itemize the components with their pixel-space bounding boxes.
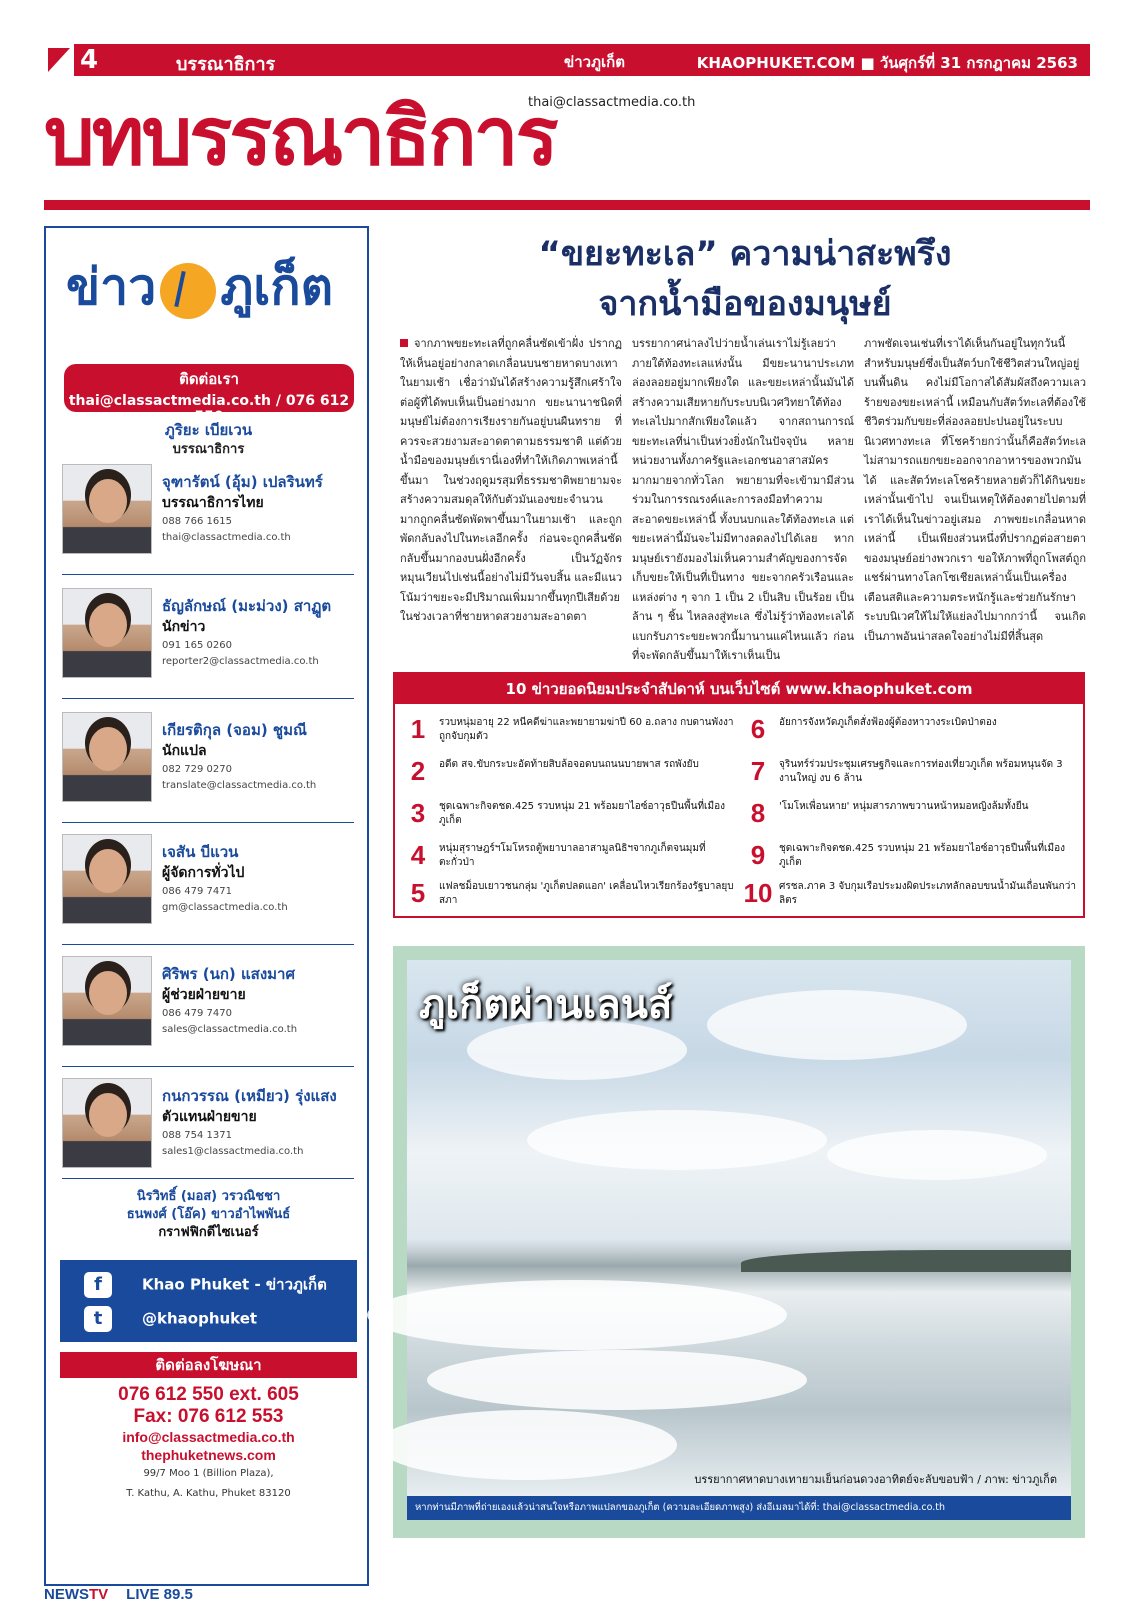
graphic-role: กราฟฟิกดีไซเนอร์ <box>158 1225 259 1240</box>
staff-photo <box>62 712 152 802</box>
top-bar <box>44 44 1090 76</box>
news-text: ชุดเฉพาะกิจตชด.425 รวบหนุ่ม 21 พร้อมยาไอซ์อาวุธปืนพื้นที่เมืองภูเก็ต <box>439 801 725 826</box>
editor-role: บรรณาธิการ <box>172 442 245 457</box>
news-number: 9 <box>750 840 766 870</box>
photo-section-title: ภูเก็ตผ่านเลนส์ <box>419 982 673 1028</box>
news-number: 4 <box>410 840 426 870</box>
beach-photo <box>407 960 1071 1496</box>
news-number: 10 <box>743 878 773 908</box>
sun-palm-icon <box>160 263 216 319</box>
staff-phone: 082 729 0270 <box>162 764 232 775</box>
contact-line: thai@classactmedia.co.th / 076 612 550 <box>68 393 350 425</box>
staff-divider <box>62 1066 354 1067</box>
article-column-2 <box>632 334 854 662</box>
staff-name: ธัญลักษณ์ (มะม่วง) สาฏูต <box>162 597 332 615</box>
ad-phone: 076 612 550 ext. 605 <box>118 1384 299 1405</box>
news-number: 7 <box>750 756 766 786</box>
foam-shape <box>427 1350 807 1410</box>
staff-card <box>62 588 357 698</box>
news-text: จุรินทร์ร่วมประชุมเศรษฐกิจและการท่องเที่ยวภูเก็ต พร้อมหนุนจัด 3 งานใหญ่ งบ 6 ล้าน <box>779 759 1063 784</box>
news-number: 8 <box>750 798 766 828</box>
section-name: บรรณาธิการ <box>176 54 276 75</box>
news-item[interactable] <box>741 838 1081 878</box>
news-text: รวบหนุ่มอายุ 22 หนีคดีฆ่าและพยายามฆ่าปี 60 อ.ถลาง กบดานพังงาถูกจับกุมตัว <box>439 717 734 742</box>
news-text: อัยการจังหวัดภูเก็ตสั่งฟ้องผู้ต้องหาวางระเบิดป่าตอง <box>779 717 997 728</box>
headland-shape <box>741 1250 1071 1272</box>
ad-email[interactable]: info@classactmedia.co.th <box>122 1429 295 1445</box>
staff-email: thai@classactmedia.co.th <box>162 532 291 543</box>
staff-divider <box>62 574 354 575</box>
staff-role: นักข่าว <box>162 619 206 635</box>
masthead-email: thai@classactmedia.co.th <box>528 95 696 110</box>
staff-name: กนกวรรณ (เหมียว) รุ่งแสง <box>162 1087 337 1105</box>
news-item[interactable] <box>401 796 741 836</box>
news-item[interactable] <box>401 876 741 916</box>
staff-divider <box>62 944 354 945</box>
staff-photo <box>62 834 152 924</box>
staff-sidebar <box>44 226 369 1586</box>
facebook-icon: f <box>84 1272 112 1298</box>
cloud-shape <box>527 1110 827 1170</box>
foam-shape <box>377 1410 677 1480</box>
staff-role: บรรณาธิการไทย <box>162 495 264 511</box>
article-column-1 <box>400 334 622 646</box>
staff-role: นักแปล <box>162 743 207 759</box>
staff-phone: 091 165 0260 <box>162 640 232 651</box>
ad-site[interactable]: thephuketnews.com <box>141 1447 276 1463</box>
facebook-label: Khao Phuket - ข่าวภูเก็ต <box>142 1275 327 1294</box>
cloud-shape <box>827 1130 1047 1180</box>
address-line-2: T. Kathu, A. Kathu, Phuket 83120 <box>126 1488 291 1499</box>
staff-divider <box>62 822 354 823</box>
staff-email: reporter2@classactmedia.co.th <box>162 656 319 667</box>
staff-phone: 086 479 7471 <box>162 886 232 897</box>
article-text-1: จากภาพขยะทะเลที่ถูกคลื่นซัดเข้าฝั่ง ปรากฏให้เห็นอยู่อย่างกลาดเกลื่อนบนชายหาดบางเทาในยามเช้า เชื่อว่ามันได้สร้างความรู้สึกเศร้าใจต่อผู้ที่ได้พบเห็นเป็นอย่างมาก ขยะนานาชนิดที่มนุษย์ไม่ต้องการเรียงรายกันอยู่บนผืนทราย ที่ควรจะสวยงามสะอาดตาตามธรรมชาติ แต่ด้วยน้ำมือของมนุษย์เรานี่เองที่ทำให้เกิดภาพเหล่านี้ขึ้นมา ในช่วงฤดูมรสุมที่ธรรมชาติพยายามจะสร้างความสมดุลให้กับตัวมันเองขยะจำนวนมากถูกคลื่นซัดพัดพาขึ้นมาในยามเช้า และถูกพัดกลับลงไปในทะเลอีกครั้ง ก่อนจะถูกคลื่นซัดกลับขึ้นมากองบนฝั่งอีกครั้ง เป็นวัฏจักรหมุนเวียนไปเช่นนี้อย่างไม่มีวันจบสิ้น และมีแนวโน้มว่าขยะจะมีปริมาณเพิ่มมากขึ้นทุกปีเสียด้วย ในช่วงเวลาที่ชายหาดสวยงามสะอาดตา <box>400 337 622 623</box>
article-column-3 <box>864 334 1086 646</box>
staff-name: จุฑารัตน์ (อุ้ม) เปลรินทร์ <box>162 473 323 491</box>
news-text: ศรชล.ภาค 3 จับกุมเรือประมงผิดประเภทลักลอบขนน้ำมันเถื่อนพันกว่าลิตร <box>779 881 1076 906</box>
news-text: ชุดเฉพาะกิจตชด.425 รวบหนุ่ม 21 พร้อมยาไอซ์อาวุธปืนพื้นที่เมืองภูเก็ต <box>779 843 1065 868</box>
news-item[interactable] <box>741 754 1081 794</box>
staff-email: gm@classactmedia.co.th <box>162 902 288 913</box>
corner-mark <box>44 44 74 76</box>
tv-logo: TV <box>89 1586 109 1603</box>
article-headline: “ขยะทะเล” ความน่าสะพรึง <box>538 234 952 274</box>
graphic-name-1: นิรวิทธิ์ (มอส) วรวณิชชา <box>136 1189 281 1204</box>
masthead-rule <box>44 200 1090 210</box>
footer-logos <box>44 1586 193 1612</box>
photo-feature <box>393 946 1085 1538</box>
news-text: หนุ่มสุราษฎร์ฯโมโหรถตู้พยาบาลอาสามูลนิธิฯจากภูเก็ตจนมุมที่ตะกั่วป่า <box>439 843 706 868</box>
news-text: อดีต สจ.ขับกระบะอัดท้ายสิบล้อจอดบนถนนบายพาส รถพังยับ <box>439 759 699 770</box>
news-item[interactable] <box>741 876 1081 916</box>
radio-logo: LIVE 89.5 <box>126 1586 193 1603</box>
article-subheadline: จากน้ำมือของมนุษย์ <box>598 284 892 324</box>
staff-card <box>62 956 357 1066</box>
article-text-3: ภาพชัดเจนเช่นที่เราได้เห็นกันอยู่ในทุกวันนี้ สำหรับมนุษย์ซึ่งเป็นสัตว์บกใช้ชีวิตส่วนใหญ่อยู่บนพื้นดิน คงไม่มีโอกาสได้สัมผัสถึงความเลวร้ายของขยะเหล่านี้ เหมือนกับสัตว์ทะเลที่ต้องใช้ชีวิตร่วมกับขยะที่ล่องลอยปะปนอยู่ในระบบนิเวศทางทะเล ที่โชคร้ายกว่านั้นก็คือสัตว์ทะเลไม่สามารถแยกขยะออกจากอาหารของพวกมันได้ และสัตว์ทะเลโชคร้ายหลายตัวก็ได้กินขยะเหล่านั้นเข้าไป จนเป็นเหตุให้ต้องตายไปตามที่เราได้เห็นในข่าวอยู่เสมอ ภาพขยะเกลื่อนหาดเหล่านี้ เป็นเพียงส่วนหนึ่งที่ปรากฏต่อสายตาของมนุษย์อย่างพวกเรา ขอให้ภาพที่ถูกโพสต์ถูกแชร์ผ่านทางโลกโซเชียลเหล่านั้นเป็นเครื่องเตือนสติและความตระหนักรู้และช่วยกันรักษาระบบนิเวศให้ไม่ให้แย่ลงไปมากกว่านี้ จนเกิดเป็นภาพอันน่าสลดใจอย่างไม่มีที่สิ้นสุด <box>864 337 1086 643</box>
contact-label: ติดต่อเรา <box>179 370 239 388</box>
news-item[interactable] <box>401 754 741 794</box>
staff-photo <box>62 464 152 554</box>
news-item[interactable] <box>401 838 741 878</box>
dateline: KHAOPHUKET.COM ■ วันศุกร์ที่ 31 กรกฎาคม 2563 <box>696 54 1078 72</box>
article-text-2: บรรยากาศน่าลงไปว่ายน้ำเล่นเราไม่รู้เลยว่าภายใต้ท้องทะเลแห่งนั้น มีขยะนานาประเภทล่องลอยอยู่มากเพียงใด และขยะเหล่านั้นมันได้สร้างความเสียหายกับระบบนิเวศวิทยาใต้ท้องทะเลไปมากสักเพียงใดแล้ว จากสถานการณ์ขยะทะเลที่น่าเป็นห่วงยิ่งนักในปัจจุบัน หลายหน่วยงานทั้งภาครัฐและเอกชนอาสาสมัครมากมายจากทั่วโลก พยายามที่จะเข้ามามีส่วนร่วมในการรณรงค์และการลงมือทำความสะอาดขยะเหล่านี้ ทั้งบนบกและใต้ท้องทะเล แต่ขยะเหล่านี้มันจะไม่มีทางลดลงไปได้เลย หากมนุษย์เรายังมองไม่เห็นความสำคัญของการจัดเก็บขยะให้เป็นที่เป็นทาง ขยะจากครัวเรือนและแหล่งต่าง ๆ จาก 1 เป็น 2 เป็นสิบ เป็นร้อย เป็นล้าน ๆ ชิ้น ไหลลงสู่ทะเล ซึ่งไม่รู้ว่าท้องทะเลได้แบกรับภาระขยะพวกนี้มานานแค่ไหนแล้ว ก่อนที่จะพัดกลับขึ้นมาให้เราเห็นเป็น <box>632 337 854 662</box>
ad-fax: Fax: 076 612 553 <box>133 1406 284 1427</box>
staff-email: sales@classactmedia.co.th <box>162 1024 298 1035</box>
address-line-1: 99/7 Moo 1 (Billion Plaza), <box>143 1468 274 1479</box>
ad-contact-details <box>46 1384 371 1504</box>
staff-name: เจสัน บีแวน <box>162 843 239 861</box>
news-logo: NEWS <box>44 1586 89 1603</box>
news-number: 3 <box>410 798 426 828</box>
header-logo: ข่าวภูเก็ต <box>564 53 625 71</box>
twitter-link[interactable] <box>84 1306 257 1334</box>
news-item[interactable] <box>401 712 741 752</box>
staff-name: เกียรติกุล (จอม) ชูมณี <box>162 721 307 739</box>
photo-submission-note: หากท่านมีภาพที่ถ่ายเองแล้วน่าสนใจหรือภาพแปลกของภูเก็ต (ความละเอียดภาพสูง) ส่งอีเมลมาได้ที่: thai@classactmedia.co.th <box>407 1496 1071 1520</box>
news-number: 6 <box>750 714 766 744</box>
masthead-title: บทบรรณาธิการ <box>44 90 556 183</box>
staff-card <box>62 712 357 822</box>
twitter-icon: t <box>84 1306 112 1332</box>
logo-right-text: ภูเก็ต <box>220 258 334 316</box>
graphic-credits <box>46 1188 371 1242</box>
contact-box <box>64 364 354 425</box>
news-text: 'โมโหเพื่อนหาย' หนุ่มสารภาพขวานหน้าหมอหญิงล้มทั้งยืน <box>779 801 1029 812</box>
ad-contact-header: ติดต่อลงโฆษณา <box>60 1352 357 1378</box>
news-number: 5 <box>410 878 426 908</box>
staff-email: sales1@classactmedia.co.th <box>162 1146 304 1157</box>
staff-photo <box>62 588 152 678</box>
bullet-icon <box>400 339 408 347</box>
staff-role: ตัวแทนฝ่ายขาย <box>162 1109 257 1125</box>
news-item[interactable] <box>741 796 1081 836</box>
logo-left-text: ข่าว <box>66 258 157 316</box>
staff-name: ศิริพร (นก) แสงมาศ <box>162 965 295 983</box>
staff-photo <box>62 1078 152 1168</box>
staff-role: ผู้ช่วยฝ่ายขาย <box>162 987 246 1003</box>
twitter-label: @khaophuket <box>142 1309 258 1328</box>
staff-phone: 086 479 7470 <box>162 1008 232 1019</box>
staff-role: ผู้จัดการทั่วไป <box>162 865 245 881</box>
top-news-title: 10 ข่าวยอดนิยมประจำสัปดาห์ บนเว็บไซต์ www.khaophuket.com <box>395 674 1083 704</box>
staff-divider <box>62 698 354 699</box>
staff-photo <box>62 956 152 1046</box>
cloud-shape <box>707 990 967 1060</box>
foam-shape <box>367 1280 787 1350</box>
social-box <box>60 1260 357 1342</box>
graphic-name-2: ธนพงศ์ (โอ๊ค) ขาวอำไพพันธ์ <box>126 1207 291 1222</box>
news-item[interactable] <box>741 712 1081 752</box>
staff-email: translate@classactmedia.co.th <box>162 780 317 791</box>
staff-phone: 088 754 1371 <box>162 1130 232 1141</box>
staff-card <box>62 834 357 944</box>
news-number: 1 <box>410 714 426 744</box>
editor-name: ภูริยะ เบียเวน <box>164 421 253 439</box>
staff-card <box>62 1078 357 1188</box>
staff-divider <box>62 1178 354 1179</box>
news-text: แฟลชม็อบเยาวชนกลุ่ม 'ภูเก็ตปลดแอก' เคลื่อนไหวเรียกร้องรัฐบาลยุบสภา <box>439 881 734 906</box>
staff-phone: 088 766 1615 <box>162 516 232 527</box>
page-number: 4 <box>80 45 99 75</box>
photo-caption: บรรยากาศหาดบางเทายามเย็นก่อนดวงอาทิตย์จะลับขอบฟ้า / ภาพ: ข่าวภูเก็ต <box>694 1473 1057 1486</box>
khaophuket-logo <box>66 248 356 328</box>
news-number: 2 <box>410 756 426 786</box>
facebook-link[interactable] <box>84 1272 327 1300</box>
staff-card <box>62 464 357 574</box>
top-news-box <box>393 672 1085 918</box>
